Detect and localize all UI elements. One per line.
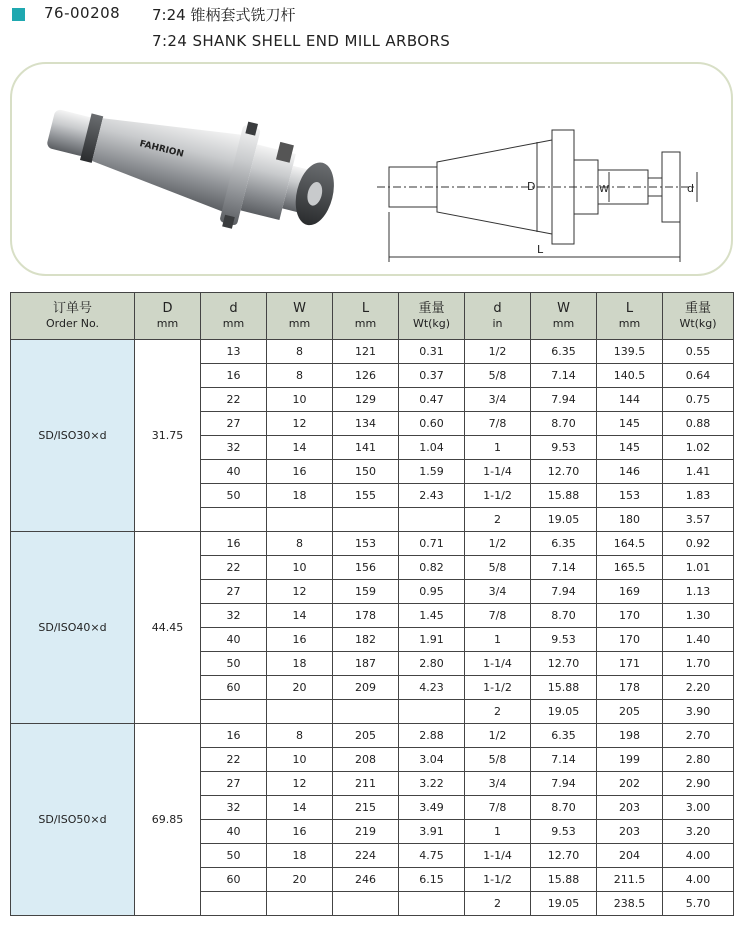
brand-logo: FAHRION bbox=[138, 139, 185, 160]
order-number-cell: SD/ISO30×d bbox=[11, 340, 135, 532]
table-cell: 170 bbox=[597, 604, 663, 628]
table-cell: 1-1/4 bbox=[465, 460, 531, 484]
column-header bbox=[663, 293, 734, 340]
table-cell: 7.14 bbox=[531, 364, 597, 388]
table-cell: 164.5 bbox=[597, 532, 663, 556]
table-cell: 50 bbox=[201, 484, 267, 508]
table-cell: 1.40 bbox=[663, 628, 734, 652]
table-cell: 211 bbox=[333, 772, 399, 796]
table-cell: 1 bbox=[465, 820, 531, 844]
table-cell: 15.88 bbox=[531, 868, 597, 892]
table-cell: 1 bbox=[465, 628, 531, 652]
table-cell: 208 bbox=[333, 748, 399, 772]
table-row bbox=[11, 532, 734, 556]
table-cell: 129 bbox=[333, 388, 399, 412]
column-header-unit: mm bbox=[618, 317, 641, 330]
label-d: d bbox=[687, 182, 694, 195]
table-cell: 159 bbox=[333, 580, 399, 604]
shank-diameter-cell: 69.85 bbox=[135, 724, 201, 916]
table-cell: 8.70 bbox=[531, 604, 597, 628]
table-cell: 180 bbox=[597, 508, 663, 532]
table-cell: 204 bbox=[597, 844, 663, 868]
column-header bbox=[333, 293, 399, 340]
table-cell: 9.53 bbox=[531, 820, 597, 844]
table-cell: 0.71 bbox=[399, 532, 465, 556]
column-header-title: 重量 bbox=[684, 301, 711, 316]
column-header-unit: in bbox=[492, 317, 503, 330]
table-cell: 7.14 bbox=[531, 748, 597, 772]
column-header-title: d bbox=[493, 301, 502, 316]
table-cell: 2 bbox=[465, 892, 531, 916]
table-cell: 246 bbox=[333, 868, 399, 892]
table-cell: 198 bbox=[597, 724, 663, 748]
table-cell bbox=[201, 892, 267, 916]
table-cell: 178 bbox=[597, 676, 663, 700]
column-header-unit: mm bbox=[552, 317, 575, 330]
table-cell: 9.53 bbox=[531, 628, 597, 652]
table-cell: 8.70 bbox=[531, 796, 597, 820]
section-marker bbox=[12, 8, 25, 21]
table-cell: 153 bbox=[333, 532, 399, 556]
table-cell: 40 bbox=[201, 820, 267, 844]
table-cell bbox=[399, 508, 465, 532]
table-cell: 40 bbox=[201, 460, 267, 484]
table-cell: 10 bbox=[267, 748, 333, 772]
table-cell: 12 bbox=[267, 580, 333, 604]
table-cell: 50 bbox=[201, 844, 267, 868]
table-cell: 7/8 bbox=[465, 412, 531, 436]
table-cell: 8 bbox=[267, 340, 333, 364]
table-cell: 9.53 bbox=[531, 436, 597, 460]
table-cell: 2.43 bbox=[399, 484, 465, 508]
product-code: 76-00208 bbox=[44, 4, 121, 22]
table-cell: 1/2 bbox=[465, 724, 531, 748]
table-cell: 1-1/4 bbox=[465, 844, 531, 868]
table-cell: 18 bbox=[267, 652, 333, 676]
table-cell: 22 bbox=[201, 748, 267, 772]
table-cell: 0.31 bbox=[399, 340, 465, 364]
table-cell: 224 bbox=[333, 844, 399, 868]
column-header-title: L bbox=[625, 301, 634, 316]
table-cell: 2 bbox=[465, 508, 531, 532]
label-D: D bbox=[527, 180, 536, 193]
table-cell: 16 bbox=[201, 532, 267, 556]
table-cell: 139.5 bbox=[597, 340, 663, 364]
spec-table bbox=[10, 292, 734, 916]
table-cell: 15.88 bbox=[531, 484, 597, 508]
table-cell: 2.90 bbox=[663, 772, 734, 796]
table-cell: 40 bbox=[201, 628, 267, 652]
table-cell: 16 bbox=[201, 364, 267, 388]
table-cell: 3.91 bbox=[399, 820, 465, 844]
header-row bbox=[11, 293, 734, 340]
table-cell: 27 bbox=[201, 580, 267, 604]
table-cell: 140.5 bbox=[597, 364, 663, 388]
table-cell: 187 bbox=[333, 652, 399, 676]
table-cell: 0.95 bbox=[399, 580, 465, 604]
table-cell: 12.70 bbox=[531, 460, 597, 484]
table-cell bbox=[333, 892, 399, 916]
table-cell: 10 bbox=[267, 388, 333, 412]
table-cell: 6.35 bbox=[531, 532, 597, 556]
table-cell bbox=[267, 892, 333, 916]
table-cell: 1.59 bbox=[399, 460, 465, 484]
table-cell: 8 bbox=[267, 532, 333, 556]
table-cell: 3/4 bbox=[465, 580, 531, 604]
table-cell: 50 bbox=[201, 652, 267, 676]
table-cell: 1.04 bbox=[399, 436, 465, 460]
table-cell: 32 bbox=[201, 796, 267, 820]
table-cell: 1 bbox=[465, 436, 531, 460]
table-cell: 0.47 bbox=[399, 388, 465, 412]
column-header-title: L bbox=[361, 301, 370, 316]
table-cell: 5/8 bbox=[465, 748, 531, 772]
table-cell: 203 bbox=[597, 820, 663, 844]
table-cell: 145 bbox=[597, 436, 663, 460]
column-header bbox=[11, 293, 135, 340]
table-cell: 5/8 bbox=[465, 556, 531, 580]
table-cell: 15.88 bbox=[531, 676, 597, 700]
table-row bbox=[11, 340, 734, 364]
table-cell: 1-1/2 bbox=[465, 484, 531, 508]
table-cell: 1/2 bbox=[465, 532, 531, 556]
arbor-photo bbox=[34, 74, 354, 274]
table-cell: 1-1/2 bbox=[465, 868, 531, 892]
table-cell: 12.70 bbox=[531, 844, 597, 868]
column-header bbox=[399, 293, 465, 340]
order-number-cell: SD/ISO40×d bbox=[11, 532, 135, 724]
column-header-unit: Order No. bbox=[45, 317, 100, 330]
column-header-title: 重量 bbox=[418, 301, 445, 316]
table-cell: 3.49 bbox=[399, 796, 465, 820]
table-cell: 205 bbox=[333, 724, 399, 748]
table-cell bbox=[333, 700, 399, 724]
table-cell: 13 bbox=[201, 340, 267, 364]
table-cell: 14 bbox=[267, 436, 333, 460]
table-cell: 2.20 bbox=[663, 676, 734, 700]
table-cell: 205 bbox=[597, 700, 663, 724]
table-cell: 3/4 bbox=[465, 388, 531, 412]
column-header-title: D bbox=[162, 301, 173, 316]
table-cell: 199 bbox=[597, 748, 663, 772]
table-cell: 145 bbox=[597, 412, 663, 436]
table-cell bbox=[399, 892, 465, 916]
table-cell: 1.30 bbox=[663, 604, 734, 628]
table-cell: 1/2 bbox=[465, 340, 531, 364]
table-cell: 4.23 bbox=[399, 676, 465, 700]
column-header bbox=[531, 293, 597, 340]
table-cell: 2.80 bbox=[663, 748, 734, 772]
table-cell: 141 bbox=[333, 436, 399, 460]
illustration-panel bbox=[10, 62, 733, 276]
table-cell: 16 bbox=[267, 820, 333, 844]
table-cell: 60 bbox=[201, 676, 267, 700]
table-cell: 144 bbox=[597, 388, 663, 412]
table-cell: 165.5 bbox=[597, 556, 663, 580]
table-cell: 1.91 bbox=[399, 628, 465, 652]
column-header-unit: Wt(kg) bbox=[679, 317, 717, 330]
column-header-title: 订单号 bbox=[52, 301, 92, 316]
table-cell: 7/8 bbox=[465, 604, 531, 628]
table-cell: 146 bbox=[597, 460, 663, 484]
table-cell: 1.02 bbox=[663, 436, 734, 460]
table-cell: 1.70 bbox=[663, 652, 734, 676]
title-english: 7:24 SHANK SHELL END MILL ARBORS bbox=[152, 32, 451, 50]
table-cell: 18 bbox=[267, 844, 333, 868]
table-cell: 0.92 bbox=[663, 532, 734, 556]
column-header bbox=[135, 293, 201, 340]
table-cell: 27 bbox=[201, 772, 267, 796]
column-header-title: d bbox=[229, 301, 238, 316]
table-cell: 32 bbox=[201, 436, 267, 460]
table-cell: 0.75 bbox=[663, 388, 734, 412]
table-cell: 0.82 bbox=[399, 556, 465, 580]
table-cell: 1.41 bbox=[663, 460, 734, 484]
table-cell: 3.90 bbox=[663, 700, 734, 724]
table-cell: 178 bbox=[333, 604, 399, 628]
table-cell: 2.80 bbox=[399, 652, 465, 676]
column-header-unit: mm bbox=[222, 317, 245, 330]
title-chinese: 7:24 锥柄套式铣刀杆 bbox=[152, 6, 296, 24]
table-cell: 32 bbox=[201, 604, 267, 628]
table-cell: 22 bbox=[201, 388, 267, 412]
table-cell: 8 bbox=[267, 364, 333, 388]
technical-drawing bbox=[377, 112, 707, 272]
table-cell: 7.94 bbox=[531, 772, 597, 796]
table-cell: 19.05 bbox=[531, 700, 597, 724]
table-cell: 211.5 bbox=[597, 868, 663, 892]
column-header-unit: Wt(kg) bbox=[412, 317, 451, 330]
table-cell: 20 bbox=[267, 676, 333, 700]
table-cell: 5.70 bbox=[663, 892, 734, 916]
table-cell: 7.94 bbox=[531, 580, 597, 604]
table-cell: 20 bbox=[267, 868, 333, 892]
table-cell: 1.01 bbox=[663, 556, 734, 580]
table-cell: 14 bbox=[267, 604, 333, 628]
table-cell bbox=[267, 700, 333, 724]
table-cell: 0.60 bbox=[399, 412, 465, 436]
table-cell: 7.14 bbox=[531, 556, 597, 580]
label-L: L bbox=[537, 243, 544, 256]
table-cell: 169 bbox=[597, 580, 663, 604]
table-cell: 1-1/2 bbox=[465, 676, 531, 700]
table-cell: 238.5 bbox=[597, 892, 663, 916]
table-cell: 182 bbox=[333, 628, 399, 652]
table-cell: 202 bbox=[597, 772, 663, 796]
table-cell: 156 bbox=[333, 556, 399, 580]
table-cell: 3.00 bbox=[663, 796, 734, 820]
table-cell: 8.70 bbox=[531, 412, 597, 436]
table-cell: 134 bbox=[333, 412, 399, 436]
table-cell: 12.70 bbox=[531, 652, 597, 676]
column-header bbox=[201, 293, 267, 340]
table-cell: 22 bbox=[201, 556, 267, 580]
table-cell: 60 bbox=[201, 868, 267, 892]
table-cell: 155 bbox=[333, 484, 399, 508]
table-cell bbox=[267, 508, 333, 532]
table-cell: 153 bbox=[597, 484, 663, 508]
column-header bbox=[465, 293, 531, 340]
table-cell: 27 bbox=[201, 412, 267, 436]
table-cell: 1.13 bbox=[663, 580, 734, 604]
column-header-unit: mm bbox=[156, 317, 179, 330]
table-cell: 5/8 bbox=[465, 364, 531, 388]
column-header-unit: mm bbox=[354, 317, 377, 330]
table-cell: 18 bbox=[267, 484, 333, 508]
table-cell: 126 bbox=[333, 364, 399, 388]
column-header-title: W bbox=[557, 301, 570, 316]
table-cell: 4.00 bbox=[663, 868, 734, 892]
table-cell: 209 bbox=[333, 676, 399, 700]
shank-diameter-cell: 31.75 bbox=[135, 340, 201, 532]
table-cell: 219 bbox=[333, 820, 399, 844]
table-cell: 150 bbox=[333, 460, 399, 484]
table-cell: 14 bbox=[267, 796, 333, 820]
table-cell: 1.45 bbox=[399, 604, 465, 628]
table-cell: 0.37 bbox=[399, 364, 465, 388]
table-cell: 12 bbox=[267, 412, 333, 436]
table-cell: 171 bbox=[597, 652, 663, 676]
table-row bbox=[11, 724, 734, 748]
table-cell: 121 bbox=[333, 340, 399, 364]
order-number-cell: SD/ISO50×d bbox=[11, 724, 135, 916]
table-cell: 170 bbox=[597, 628, 663, 652]
table-cell: 215 bbox=[333, 796, 399, 820]
table-cell: 203 bbox=[597, 796, 663, 820]
table-cell: 19.05 bbox=[531, 508, 597, 532]
table-cell: 19.05 bbox=[531, 892, 597, 916]
table-cell bbox=[201, 700, 267, 724]
table-cell: 16 bbox=[267, 460, 333, 484]
table-cell: 6.35 bbox=[531, 340, 597, 364]
column-header-title: W bbox=[293, 301, 306, 316]
table-cell: 7.94 bbox=[531, 388, 597, 412]
column-header bbox=[597, 293, 663, 340]
table-cell: 0.64 bbox=[663, 364, 734, 388]
table-cell: 0.88 bbox=[663, 412, 734, 436]
table-cell: 6.35 bbox=[531, 724, 597, 748]
table-cell: 3.04 bbox=[399, 748, 465, 772]
table-cell: 6.15 bbox=[399, 868, 465, 892]
table-cell: 0.55 bbox=[663, 340, 734, 364]
table-cell bbox=[399, 700, 465, 724]
table-cell: 3.22 bbox=[399, 772, 465, 796]
column-header bbox=[267, 293, 333, 340]
table-cell: 3/4 bbox=[465, 772, 531, 796]
table-cell: 2 bbox=[465, 700, 531, 724]
table-cell: 12 bbox=[267, 772, 333, 796]
table-cell: 4.00 bbox=[663, 844, 734, 868]
table-cell: 16 bbox=[267, 628, 333, 652]
table-cell bbox=[333, 508, 399, 532]
table-cell bbox=[201, 508, 267, 532]
shank-diameter-cell: 44.45 bbox=[135, 532, 201, 724]
table-cell: 3.57 bbox=[663, 508, 734, 532]
table-cell: 10 bbox=[267, 556, 333, 580]
table-cell: 4.75 bbox=[399, 844, 465, 868]
table-cell: 1-1/4 bbox=[465, 652, 531, 676]
table-cell: 8 bbox=[267, 724, 333, 748]
table-cell: 7/8 bbox=[465, 796, 531, 820]
table-cell: 1.83 bbox=[663, 484, 734, 508]
table-cell: 3.20 bbox=[663, 820, 734, 844]
table-cell: 16 bbox=[201, 724, 267, 748]
column-header-unit: mm bbox=[288, 317, 311, 330]
label-W: W bbox=[599, 184, 609, 195]
table-cell: 2.88 bbox=[399, 724, 465, 748]
table-cell: 2.70 bbox=[663, 724, 734, 748]
